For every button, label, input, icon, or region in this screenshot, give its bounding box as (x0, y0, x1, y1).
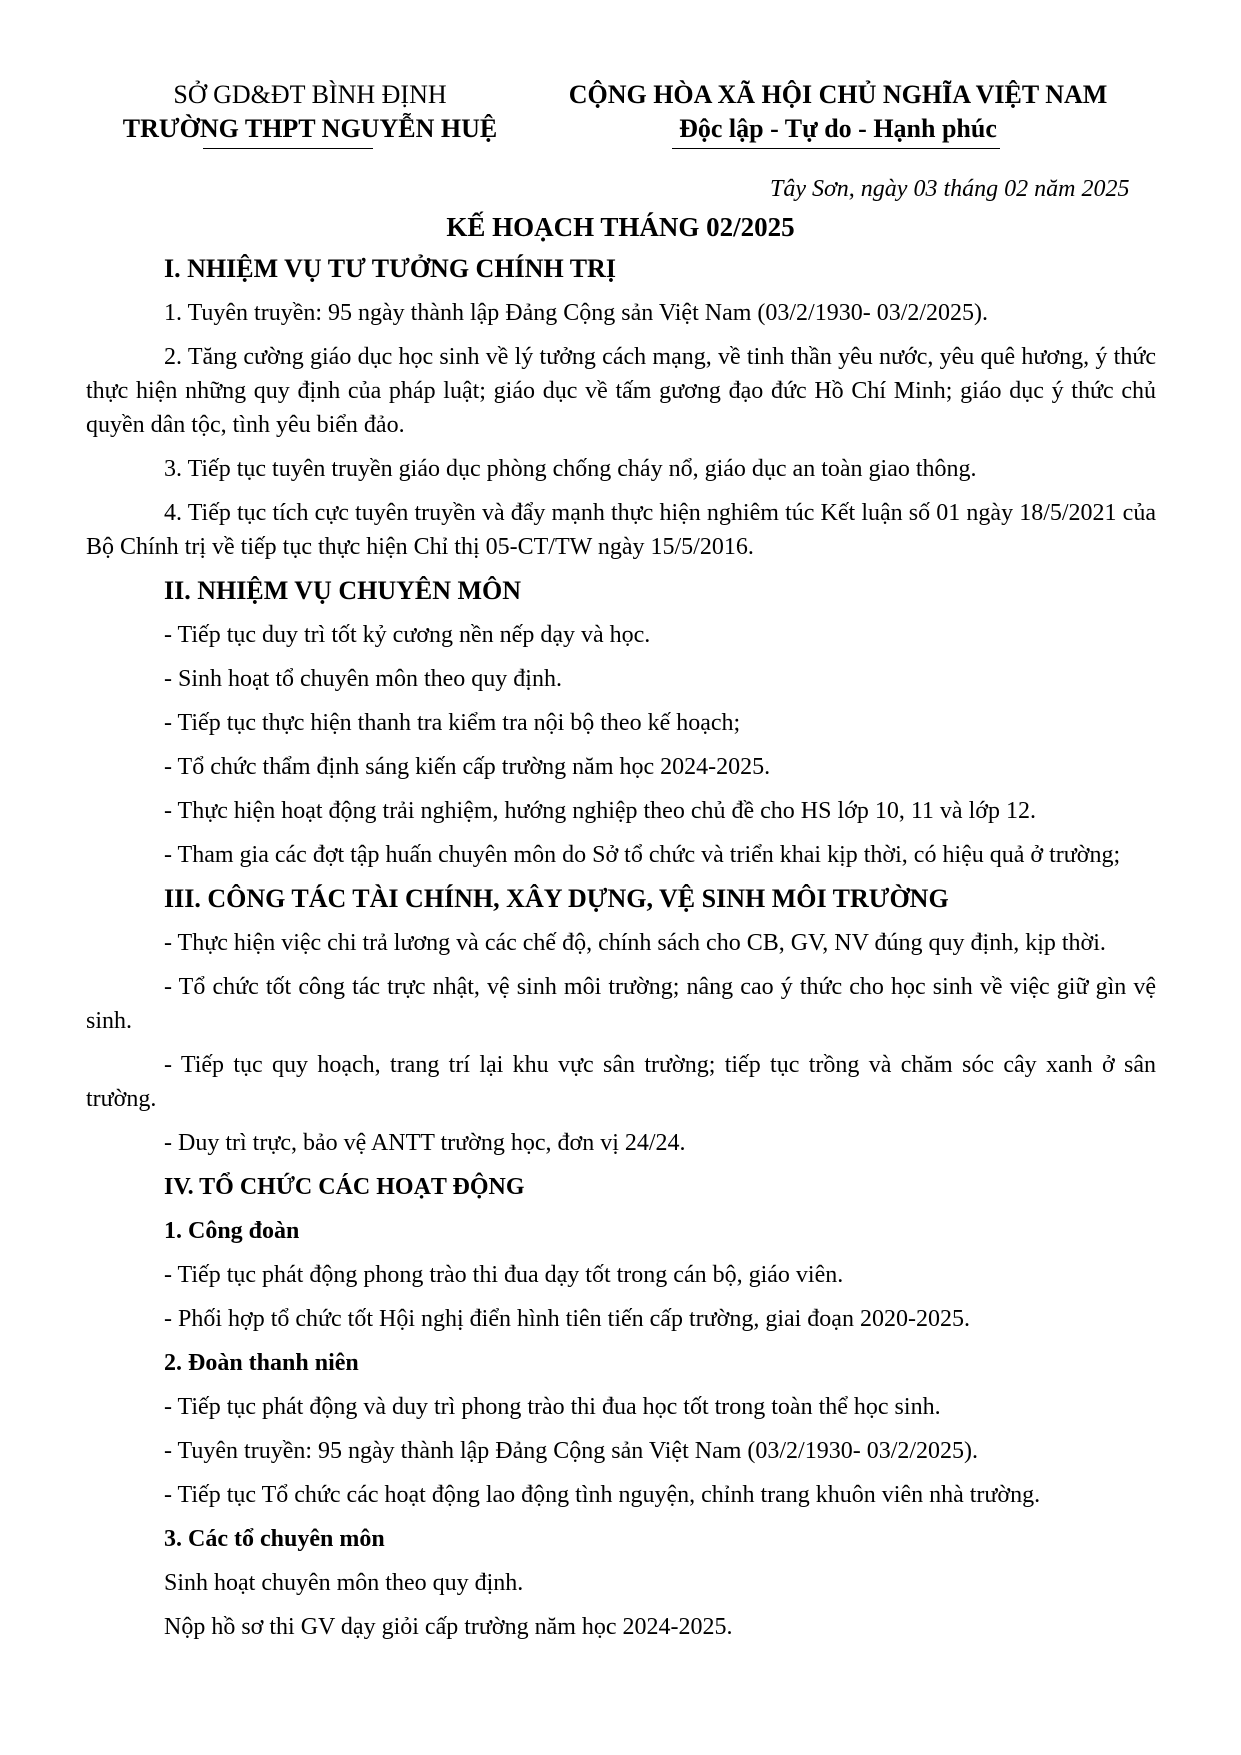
national-motto: Độc lập - Tự do - Hạnh phúc (679, 114, 997, 143)
issuer-block (100, 78, 520, 146)
list-item: - Tổ chức thẩm định sáng kiến cấp trường năm học 2024-2025. (164, 754, 771, 780)
school-underline (203, 148, 373, 149)
list-item: - Thực hiện việc chi trả lương và các chế độ, chính sách cho CB, GV, NV đúng quy định, kịp thời. (164, 930, 1106, 956)
list-item: - Tổ chức tốt công tác trực nhật, vệ sinh môi trường; nâng cao ý thức cho học sinh về việc giữ gìn vệ sinh. (86, 974, 1156, 1034)
list-item: - Sinh hoạt tổ chuyên môn theo quy định. (164, 666, 562, 692)
paragraph: 3. Tiếp tục tuyên truyền giáo dục phòng chống cháy nổ, giáo dục an toàn giao thông. (164, 456, 977, 482)
list-item: - Tiếp tục phát động và duy trì phong trào thi đua học tốt trong toàn thể học sinh. (164, 1394, 941, 1420)
paragraph: 1. Tuyên truyền: 95 ngày thành lập Đảng Cộng sản Việt Nam (03/2/1930- 03/2/2025). (164, 300, 989, 326)
department-name: SỞ GD&ĐT BÌNH ĐỊNH (173, 80, 447, 109)
document-body (86, 252, 1156, 1654)
subsection-heading: 1. Công đoàn (164, 1218, 300, 1244)
list-item: Nộp hồ sơ thi GV dạy giỏi cấp trường năm học 2024-2025. (164, 1614, 733, 1640)
list-item: - Tiếp tục thực hiện thanh tra kiểm tra nội bộ theo kế hoạch; (164, 710, 741, 736)
section-heading: III. CÔNG TÁC TÀI CHÍNH, XÂY DỰNG, VỆ SINH MÔI TRƯỜNG (164, 884, 949, 913)
paragraph: 4. Tiếp tục tích cực tuyên truyền và đẩy mạnh thực hiện nghiêm túc Kết luận số 01 ngày 18/5/2021 của Bộ Chính trị về tiếp tục thực hiện Chỉ thị 05-CT/TW ngày 15/5/2016. (86, 500, 1156, 560)
section-heading: IV. TỔ CHỨC CÁC HOẠT ĐỘNG (164, 1174, 525, 1200)
document-title: KẾ HOẠCH THÁNG 02/2025 (446, 212, 795, 242)
list-item: Sinh hoạt chuyên môn theo quy định. (164, 1570, 524, 1596)
list-item: - Phối hợp tổ chức tốt Hội nghị điển hình tiên tiến cấp trường, giai đoạn 2020-2025. (164, 1306, 970, 1332)
list-item: - Tiếp tục Tổ chức các hoạt động lao động tình nguyện, chỉnh trang khuôn viên nhà trường. (164, 1482, 1041, 1508)
paragraph: 2. Tăng cường giáo dục học sinh về lý tưởng cách mạng, về tinh thần yêu nước, yêu quê hương, ý thức thực hiện những quy định của pháp luật; giáo dục về tấm gương đạo đức Hồ Chí Minh; giáo dục ý thức chủ quyền dân tộc, tình yêu biển đảo. (86, 344, 1156, 438)
list-item: - Duy trì trực, bảo vệ ANTT trường học, đơn vị 24/24. (164, 1130, 686, 1156)
list-item: - Tham gia các đợt tập huấn chuyên môn do Sở tổ chức và triển khai kịp thời, có hiệu quả ở trường; (164, 842, 1121, 868)
country-name: CỘNG HÒA XÃ HỘI CHỦ NGHĨA VIỆT NAM (568, 80, 1108, 109)
section-heading: I. NHIỆM VỤ TƯ TƯỞNG CHÍNH TRỊ (164, 254, 616, 283)
school-name: TRƯỜNG THPT NGUYỄN HUỆ (122, 114, 498, 143)
national-header (548, 78, 1128, 146)
list-item: - Tuyên truyền: 95 ngày thành lập Đảng Cộng sản Việt Nam (03/2/1930- 03/2/2025). (164, 1438, 979, 1464)
list-item: - Tiếp tục duy trì tốt kỷ cương nền nếp dạy và học. (164, 622, 651, 648)
subsection-heading: 2. Đoàn thanh niên (164, 1350, 359, 1376)
date-line: Tây Sơn, ngày 03 tháng 02 năm 2025 (770, 176, 1130, 202)
list-item: - Tiếp tục phát động phong trào thi đua dạy tốt trong cán bộ, giáo viên. (164, 1262, 844, 1288)
list-item: - Tiếp tục quy hoạch, trang trí lại khu vực sân trường; tiếp tục trồng và chăm sóc cây xanh ở sân trường. (86, 1052, 1156, 1112)
list-item: - Thực hiện hoạt động trải nghiệm, hướng nghiệp theo chủ đề cho HS lớp 10, 11 và lớp 12. (164, 798, 1036, 824)
motto-underline (672, 148, 1000, 149)
subsection-heading: 3. Các tổ chuyên môn (164, 1526, 385, 1552)
section-heading: II. NHIỆM VỤ CHUYÊN MÔN (164, 576, 522, 605)
